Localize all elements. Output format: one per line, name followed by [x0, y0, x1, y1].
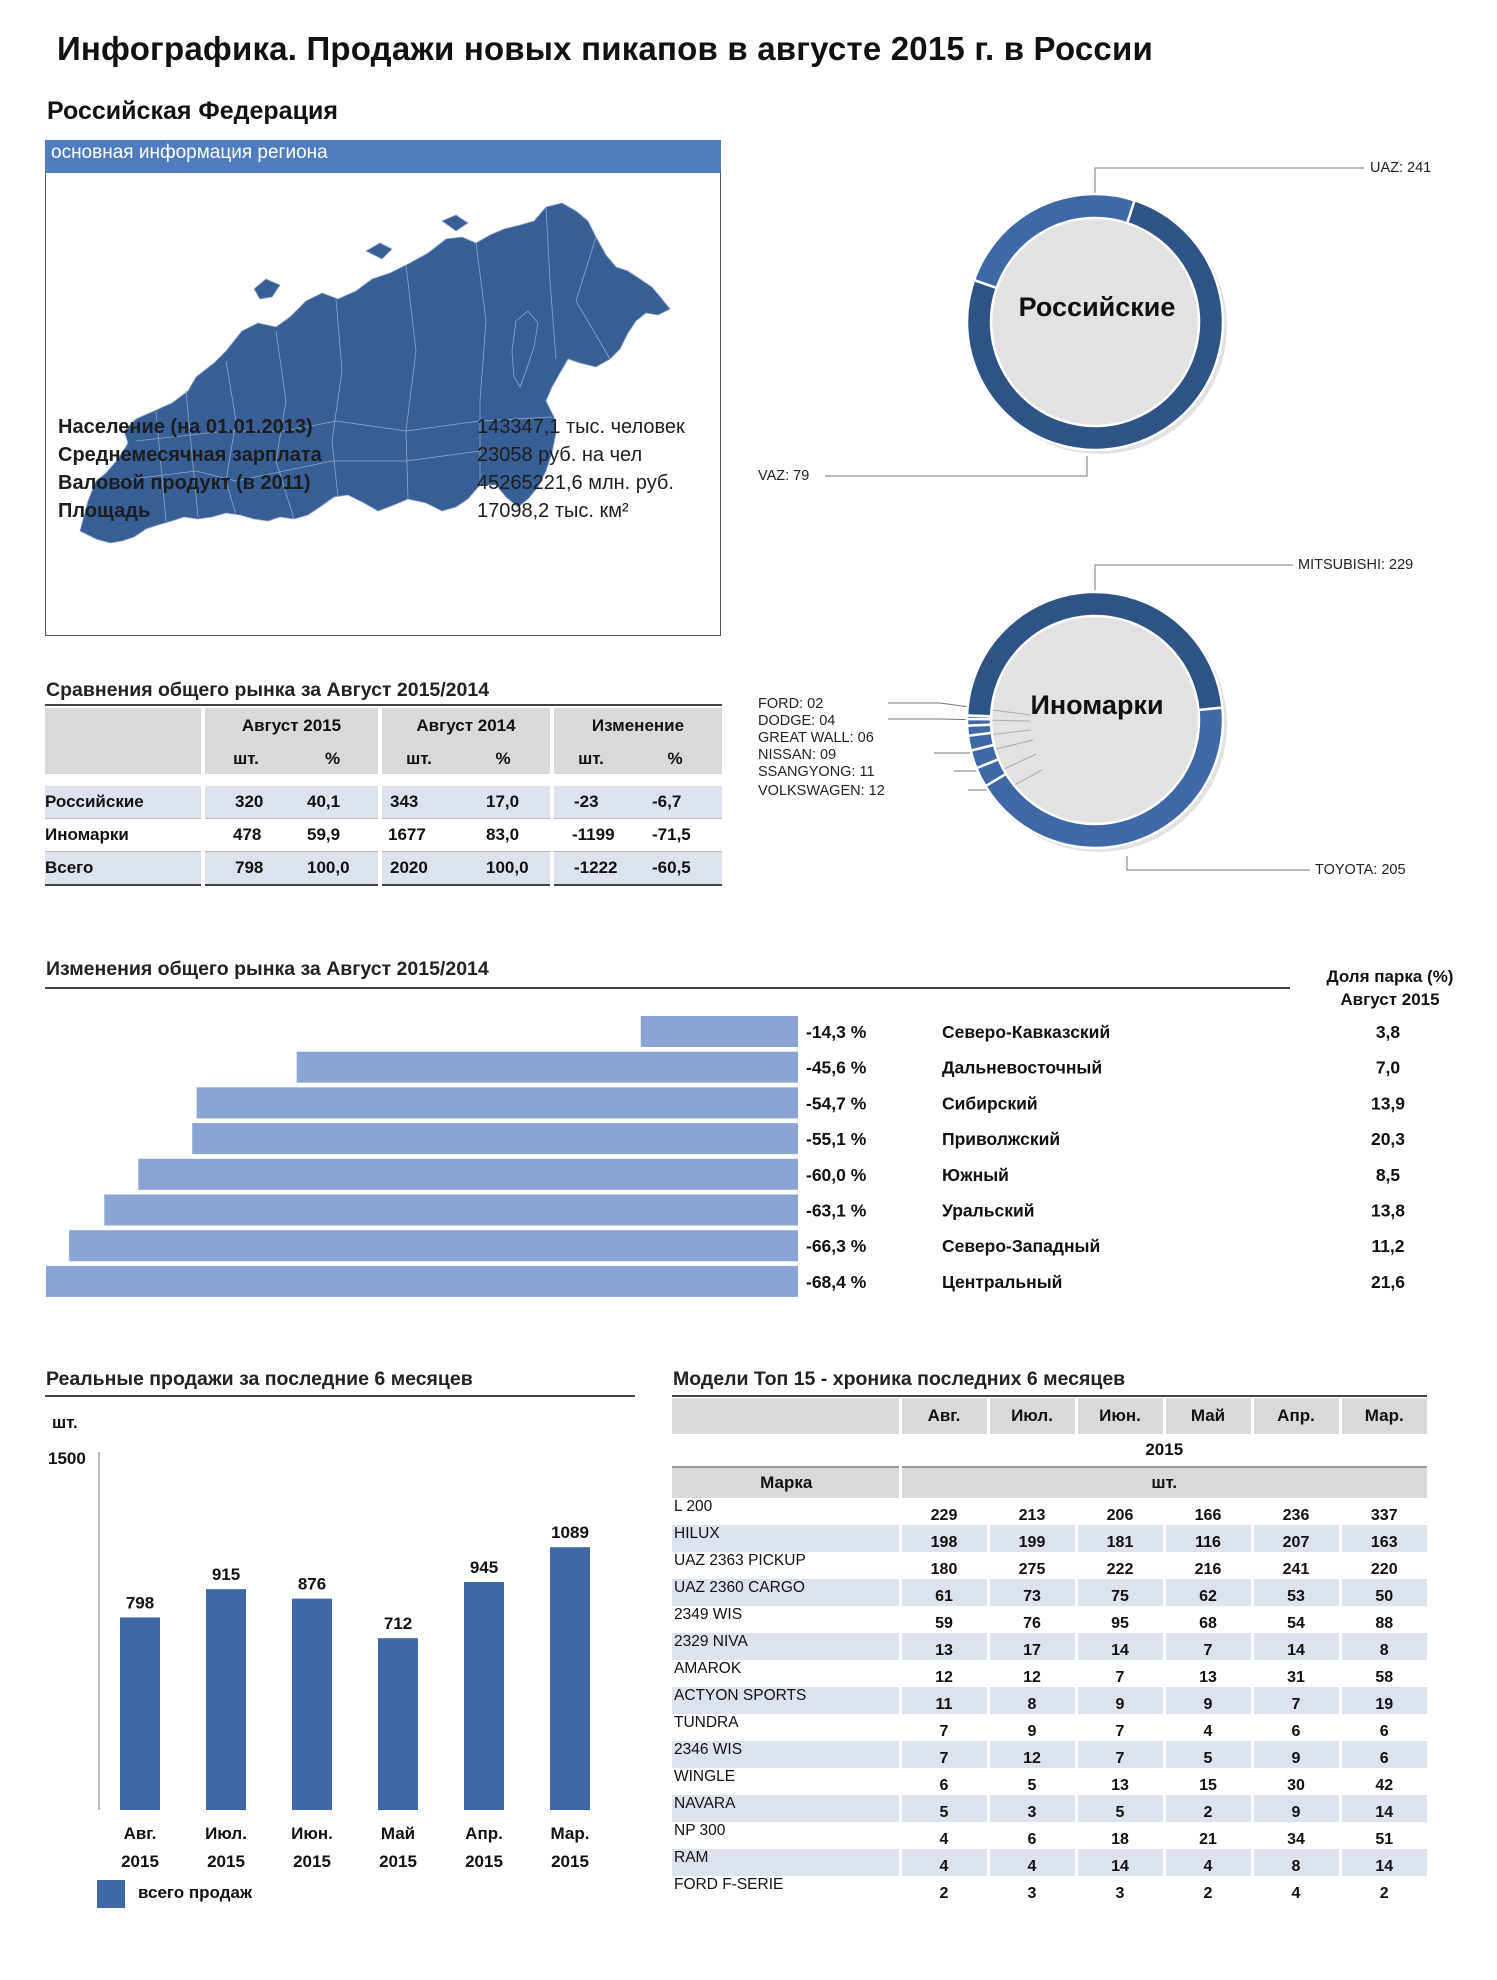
value-cell: 61	[900, 1579, 988, 1606]
info-value: 143347,1 тыс. человек	[477, 416, 685, 438]
comparison-header-row	[45, 708, 722, 744]
value-cell: 13	[900, 1633, 988, 1660]
region-pct-label: -63,1 %	[806, 1200, 867, 1221]
month-label: Мар.	[550, 1824, 590, 1843]
value-cell: 21	[1164, 1822, 1252, 1849]
region-share-label: 13,8	[1370, 1200, 1406, 1221]
cell: -1199	[572, 825, 615, 844]
unit-cell: шт.	[380, 744, 456, 774]
model-name: TUNDRA	[674, 1714, 739, 1731]
value-cell: 88	[1340, 1606, 1427, 1633]
table-row	[672, 1876, 1427, 1903]
value-cell: 12	[900, 1660, 988, 1687]
month-bar	[120, 1617, 160, 1810]
region-header: основная информация региона	[45, 140, 721, 173]
region-bar	[138, 1159, 798, 1190]
mitsubishi-leader	[1095, 565, 1293, 590]
region-name-label: Южный	[942, 1164, 1009, 1185]
value-cell: 75	[1076, 1579, 1164, 1606]
value-cell: 7	[1076, 1714, 1164, 1741]
info-row-area	[58, 497, 708, 525]
value-cell: 14	[1076, 1849, 1164, 1876]
value-cell: 51	[1340, 1822, 1427, 1849]
donut-center-foreign: Иномарки	[1030, 690, 1164, 720]
table-row	[672, 1714, 1427, 1741]
region-pct-label: -45,6 %	[806, 1057, 867, 1078]
value-cell: 31	[1252, 1660, 1340, 1687]
model-name: UAZ 2363 PICKUP	[674, 1552, 806, 1569]
month-cell: Июл.	[988, 1398, 1076, 1434]
value-cell: 54	[1252, 1606, 1340, 1633]
cell: 2020	[380, 852, 456, 886]
region-pct-label: -55,1 %	[806, 1129, 867, 1150]
value-cell: 13	[1076, 1768, 1164, 1795]
value-cell: 8	[988, 1687, 1076, 1714]
unit-cell: %	[287, 744, 380, 774]
region-name: Российская Федерация	[47, 97, 338, 125]
table-row	[672, 1849, 1427, 1876]
row-name: Иномарки	[45, 825, 129, 844]
month-bar	[378, 1638, 418, 1810]
info-row-salary	[58, 441, 708, 469]
table-row	[672, 1741, 1427, 1768]
cell: -1222	[552, 852, 628, 886]
value-cell: 12	[988, 1660, 1076, 1687]
value-cell: 4	[988, 1849, 1076, 1876]
row-name: Всего	[45, 852, 203, 886]
month-value-label: 1089	[551, 1523, 589, 1543]
value-cell: 14	[1340, 1795, 1427, 1822]
group-aug2014: Август 2014	[380, 708, 552, 744]
month-label: Май	[380, 1824, 416, 1843]
value-cell: 6	[988, 1822, 1076, 1849]
value-cell: 7	[1076, 1741, 1164, 1768]
top15-table	[672, 1398, 1427, 1903]
value-cell: 5	[900, 1795, 988, 1822]
value-cell: 13	[1164, 1660, 1252, 1687]
table-row	[45, 852, 722, 886]
value-cell: 6	[1252, 1714, 1340, 1741]
value-cell: 19	[1340, 1687, 1427, 1714]
cell: -6,7	[628, 786, 722, 819]
region-share-label: 8,5	[1375, 1164, 1401, 1185]
value-cell: 216	[1164, 1552, 1252, 1579]
value-cell: 6	[1340, 1714, 1427, 1741]
value-cell: 58	[1340, 1660, 1427, 1687]
table-row	[672, 1822, 1427, 1849]
region-pct-label: -14,3 %	[806, 1022, 867, 1042]
year-label: 2015	[121, 1852, 159, 1871]
label-toyota: TOYOTA: 205	[1315, 862, 1406, 878]
value-cell: 198	[900, 1525, 988, 1552]
value-cell: 181	[1076, 1525, 1164, 1552]
region-name-label: Дальневосточный	[942, 1057, 1103, 1078]
cell: 1677	[388, 825, 426, 844]
value-cell: 30	[1252, 1768, 1340, 1795]
share-header-line2: Август 2015	[1340, 990, 1440, 1009]
model-name: 2349 WIS	[674, 1606, 743, 1623]
value-cell: 7	[1076, 1660, 1164, 1687]
label-dodge: DODGE: 04	[758, 713, 836, 729]
region-name-label: Уральский	[942, 1200, 1035, 1221]
value-cell: 2	[1164, 1795, 1252, 1822]
year-label: 2015	[379, 1852, 417, 1871]
region-bar	[641, 1016, 798, 1047]
value-cell: 8	[1252, 1849, 1340, 1876]
value-cell: 15	[1164, 1768, 1252, 1795]
month-label: Апр.	[465, 1824, 503, 1843]
vaz-leader	[825, 456, 1087, 476]
region-share-label: 11,2	[1371, 1236, 1405, 1257]
info-value: 23058 руб. на чел	[477, 444, 643, 466]
model-name: HILUX	[672, 1525, 900, 1552]
info-label: Среднемесячная зарплата	[58, 444, 322, 466]
value-cell: 3	[988, 1876, 1076, 1903]
table-row	[672, 1660, 1427, 1687]
value-cell: 7	[900, 1714, 988, 1741]
value-cell: 50	[1340, 1579, 1427, 1606]
region-share-label: 3,8	[1375, 1022, 1401, 1042]
table-row	[672, 1795, 1427, 1822]
region-box	[45, 140, 721, 636]
region-bar	[46, 1266, 798, 1297]
value-cell: 4	[1164, 1714, 1252, 1741]
region-bar	[192, 1123, 798, 1154]
unit-cell: шт.	[203, 744, 287, 774]
label-vaz: VAZ: 79	[758, 468, 810, 484]
regions-rule	[45, 987, 1290, 989]
unit-cell: %	[456, 744, 552, 774]
value-cell: 4	[900, 1849, 988, 1876]
month-cell: Июн.	[1076, 1398, 1164, 1434]
region-bar	[197, 1087, 798, 1118]
table-row	[672, 1579, 1427, 1606]
year-cell: 2015	[900, 1434, 1427, 1467]
table-row	[672, 1633, 1427, 1660]
group-change: Изменение	[552, 708, 722, 744]
region-name-label: Северо-Западный	[942, 1236, 1101, 1257]
model-name: NAVARA	[672, 1795, 900, 1822]
region-share-label: 13,9	[1370, 1093, 1406, 1114]
value-cell: 14	[1340, 1849, 1427, 1876]
model-name: NP 300	[674, 1822, 726, 1839]
info-row-population	[58, 413, 708, 441]
label-ssangyong: SSANGYONG: 11	[758, 764, 875, 780]
regions-bar-chart	[0, 1000, 1497, 1310]
value-cell: 14	[1252, 1633, 1340, 1660]
month-bar	[206, 1589, 246, 1810]
label-uaz: UAZ: 241	[1370, 160, 1432, 176]
region-share-label: 7,0	[1375, 1057, 1401, 1078]
region-share-label: 21,6	[1370, 1271, 1406, 1292]
value-cell: 7	[1164, 1633, 1252, 1660]
value-cell: 18	[1076, 1822, 1164, 1849]
comparison-table	[45, 708, 722, 886]
value-cell: 337	[1340, 1498, 1427, 1525]
value-cell: 7	[900, 1741, 988, 1768]
table-row	[672, 1768, 1427, 1795]
y-tick-label: 1500	[48, 1449, 86, 1468]
region-pct-label: -60,0 %	[806, 1164, 867, 1185]
month-value-label: 945	[469, 1557, 499, 1577]
month-cell: Май	[1164, 1398, 1252, 1434]
value-cell: 229	[900, 1498, 988, 1525]
value-cell: 53	[1252, 1579, 1340, 1606]
model-name: 2346 WIS	[672, 1741, 900, 1768]
value-cell: 241	[1252, 1552, 1340, 1579]
legend-label: всего продаж	[138, 1883, 253, 1902]
top15-year-row	[672, 1434, 1427, 1467]
model-name: AMAROK	[674, 1660, 742, 1677]
info-row-gdp	[58, 469, 708, 497]
info-label: Площадь	[58, 500, 151, 522]
value-cell: 6	[900, 1768, 988, 1795]
brand-header: Марка	[672, 1467, 900, 1498]
comparison-rule	[45, 704, 722, 706]
y-axis-unit: шт.	[52, 1413, 78, 1432]
unit-cell: шт.	[552, 744, 628, 774]
value-cell: 275	[988, 1552, 1076, 1579]
group-aug2015: Август 2015	[203, 708, 380, 744]
value-cell: 17	[988, 1633, 1076, 1660]
year-label: 2015	[551, 1852, 589, 1871]
value-cell: 2	[900, 1876, 988, 1903]
value-cell: 206	[1076, 1498, 1164, 1525]
value-cell: 9	[1164, 1687, 1252, 1714]
value-cell: 3	[1076, 1876, 1164, 1903]
monthly-bar-chart	[0, 1400, 650, 1920]
top15-unit-row	[672, 1467, 1427, 1498]
month-value-label: 798	[125, 1593, 155, 1613]
region-bar	[297, 1052, 798, 1083]
unit-cell: %	[628, 744, 722, 774]
value-cell: 14	[1076, 1633, 1164, 1660]
toyota-leader	[1127, 856, 1310, 870]
value-cell: 4	[1164, 1849, 1252, 1876]
regions-title: Изменения общего рынка за Август 2015/2014	[46, 958, 489, 980]
value-cell: 199	[988, 1525, 1076, 1552]
label-greatwall: GREAT WALL: 06	[758, 730, 874, 746]
value-cell: 76	[988, 1606, 1076, 1633]
month-label: Июл.	[205, 1824, 247, 1843]
cell: 83,0	[486, 825, 520, 844]
donut-center-russian: Российские	[1018, 292, 1176, 322]
value-cell: 9	[1076, 1687, 1164, 1714]
region-pct-label: -66,3 %	[806, 1236, 867, 1257]
value-cell: 4	[1252, 1876, 1340, 1903]
model-name: FORD F-SERIE	[674, 1876, 784, 1893]
info-label: Валовой продукт (в 2011)	[58, 472, 311, 494]
donut-russian	[967, 194, 1227, 454]
cell: 100,0	[287, 852, 380, 886]
top15-title: Модели Топ 15 - хроника последних 6 месяцев	[673, 1368, 1126, 1390]
page-title: Инфографика. Продажи новых пикапов в августе 2015 г. в России	[57, 30, 1153, 67]
label-volkswagen: VOLKSWAGEN: 12	[758, 783, 885, 799]
value-cell: 5	[988, 1768, 1076, 1795]
model-name: RAM	[672, 1849, 900, 1876]
value-cell: 62	[1164, 1579, 1252, 1606]
value-cell: 3	[988, 1795, 1076, 1822]
value-cell: 12	[988, 1741, 1076, 1768]
region-share-label: 20,3	[1370, 1129, 1406, 1150]
label-mitsubishi: MITSUBISHI: 229	[1298, 557, 1414, 573]
table-row	[672, 1606, 1427, 1633]
month-label: Авг.	[123, 1824, 157, 1843]
model-name: L 200	[674, 1498, 713, 1515]
value-cell: 222	[1076, 1552, 1164, 1579]
row-name: Российские	[45, 786, 203, 819]
top15-rule	[672, 1395, 1427, 1397]
month-cell: Апр.	[1252, 1398, 1340, 1434]
value-cell: 9	[1252, 1741, 1340, 1768]
value-cell: 180	[900, 1552, 988, 1579]
label-nissan: NISSAN: 09	[758, 747, 837, 763]
region-name-label: Центральный	[942, 1271, 1063, 1292]
table-row	[45, 819, 722, 852]
value-cell: 4	[900, 1822, 988, 1849]
value-cell: 5	[1076, 1795, 1164, 1822]
comparison-title: Сравнения общего рынка за Август 2015/2014	[46, 679, 490, 701]
cell: -60,5	[628, 852, 722, 886]
value-cell: 73	[988, 1579, 1076, 1606]
cell: -71,5	[652, 825, 691, 844]
table-row	[45, 786, 722, 819]
month-label: Июн.	[291, 1824, 333, 1843]
cell: 100,0	[456, 852, 552, 886]
value-cell: 59	[900, 1606, 988, 1633]
year-label: 2015	[465, 1852, 503, 1871]
monthly-rule	[45, 1395, 635, 1397]
value-cell: 7	[1252, 1687, 1340, 1714]
region-pct-label: -54,7 %	[806, 1093, 867, 1114]
value-cell: 11	[900, 1687, 988, 1714]
model-name: UAZ 2360 CARGO	[672, 1579, 900, 1606]
value-cell: 8	[1340, 1633, 1427, 1660]
info-value: 17098,2 тыс. км²	[477, 500, 629, 522]
month-value-label: 712	[383, 1614, 413, 1634]
uaz-leader	[1095, 168, 1364, 195]
value-cell: 2	[1164, 1876, 1252, 1903]
value-cell: 9	[1252, 1795, 1340, 1822]
cell: 40,1	[287, 786, 380, 819]
cell: 798	[203, 852, 287, 886]
value-cell: 220	[1340, 1552, 1427, 1579]
donut-charts	[740, 130, 1480, 890]
table-row	[672, 1687, 1427, 1714]
region-name-label: Сибирский	[942, 1093, 1038, 1114]
value-cell: 2	[1340, 1876, 1427, 1903]
value-cell: 5	[1164, 1741, 1252, 1768]
table-row	[672, 1552, 1427, 1579]
share-header-line1: Доля парка (%)	[1326, 967, 1454, 986]
region-name-label: Северо-Кавказский	[942, 1022, 1111, 1042]
top15-month-row	[672, 1398, 1427, 1434]
year-label: 2015	[293, 1852, 331, 1871]
monthly-title: Реальные продажи за последние 6 месяцев	[46, 1368, 473, 1390]
value-cell: 42	[1340, 1768, 1427, 1795]
value-cell: 9	[988, 1714, 1076, 1741]
cell: 478	[233, 825, 262, 844]
cell: -23	[552, 786, 628, 819]
model-name: ACTYON SPORTS	[672, 1687, 900, 1714]
cell: 320	[203, 786, 287, 819]
donut-foreign	[967, 592, 1227, 852]
year-label: 2015	[207, 1852, 245, 1871]
russia-map-icon	[76, 181, 696, 641]
region-bar	[69, 1230, 798, 1261]
month-bar	[550, 1547, 590, 1810]
cell: 59,9	[307, 825, 341, 844]
region-pct-label: -68,4 %	[806, 1271, 867, 1292]
month-value-label: 876	[297, 1574, 327, 1594]
value-cell: 34	[1252, 1822, 1340, 1849]
value-cell: 116	[1164, 1525, 1252, 1552]
value-cell: 213	[988, 1498, 1076, 1525]
model-name: 2329 NIVA	[672, 1633, 900, 1660]
table-row	[672, 1525, 1427, 1552]
info-value: 45265221,6 млн. руб.	[477, 472, 674, 494]
month-cell: Мар.	[1340, 1398, 1427, 1434]
region-name-label: Приволжский	[942, 1129, 1061, 1150]
slice-ford	[967, 716, 991, 720]
value-cell: 207	[1252, 1525, 1340, 1552]
value-cell: 236	[1252, 1498, 1340, 1525]
value-cell: 166	[1164, 1498, 1252, 1525]
value-cell: 95	[1076, 1606, 1164, 1633]
cell: 17,0	[456, 786, 552, 819]
label-ford: FORD: 02	[758, 696, 824, 712]
value-cell: 68	[1164, 1606, 1252, 1633]
month-bar	[292, 1599, 332, 1810]
month-cell: Авг.	[900, 1398, 988, 1434]
info-label: Население (на 01.01.2013)	[58, 416, 313, 438]
table-row	[672, 1498, 1427, 1525]
month-value-label: 915	[211, 1565, 241, 1585]
region-bar	[104, 1195, 798, 1226]
model-name: WINGLE	[674, 1768, 736, 1785]
value-cell: 6	[1340, 1741, 1427, 1768]
legend-swatch	[97, 1880, 125, 1908]
value-cell: 163	[1340, 1525, 1427, 1552]
unit-header: шт.	[900, 1467, 1427, 1498]
month-bar	[464, 1582, 504, 1810]
cell: 343	[380, 786, 456, 819]
comparison-units-row	[45, 744, 722, 774]
